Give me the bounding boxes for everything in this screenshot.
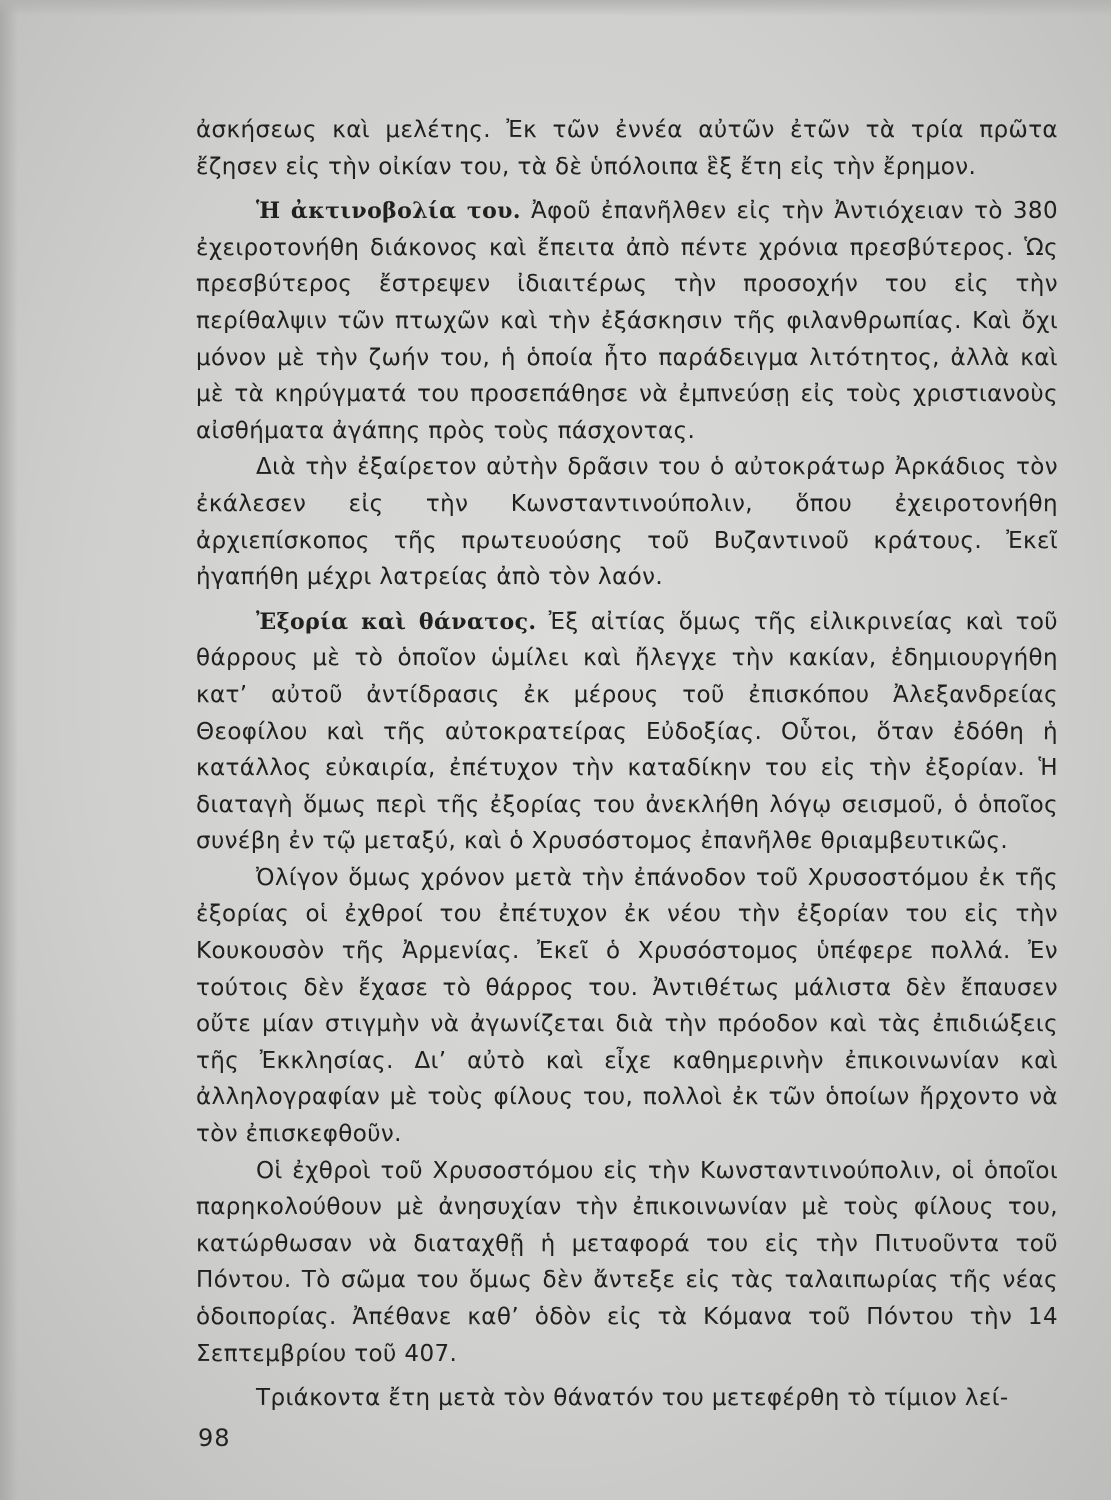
paragraph-text: Ὀλίγον ὅμως χρόνον μετὰ τὴν ἐπάνοδον τοῦ Χρυσοστόμου ἐκ τῆς ἐξορίας οἱ ἐχθροί του ἐπέτυχον ἐκ νέου τὴν ἐξορίαν του εἰς τὴν Κουκουσὸν τῆς Ἀρμενίας. Ἐκεῖ ὁ Χρυσόστομος ὑπέφερε πολλά. Ἐν τούτοις δὲν ἔχασε τὸ θάρρος του. Ἀντιθέτως μάλιστα δὲν ἔπαυσεν οὔτε μίαν στιγμὴν νὰ ἀγωνίζεται διὰ τὴν πρόοδον καὶ τὰς ἐπιδιώξεις τῆς Ἐκκλησίας. Δι’ αὐτὸ καὶ εἶχε καθημερινὴν ἐπικοινωνίαν καὶ ἀλληλογραφίαν μὲ τοὺς φίλους του, πολλοὶ ἐκ τῶν ὁποίων ἤρχοντο νὰ τὸν ἐπισκεφθοῦν. — [196, 864, 1058, 1148]
page-number: 98 — [198, 1424, 231, 1452]
paragraph-text: Ἀφοῦ ἐπανῆλθεν εἰς τὴν Ἀντιόχειαν τὸ 380 ἐχειροτονήθη διάκονος καὶ ἔπειτα ἀπὸ πέντε χρόνια πρεσβύτερος. Ὡς πρεσβύτερος ἔστρεψεν ἰδιαιτέρως τὴν προσοχήν του εἰς τὴν περίθαλψιν τῶν πτωχῶν καὶ τὴν ἐξάσκησιν τῆς φιλανθρωπίας. Καὶ ὄχι μόνον μὲ τὴν ζωήν του, ἡ ὁποία ἦτο παράδειγμα λιτότητος, ἀλλὰ καὶ μὲ τὰ κηρύγματά του προσεπάθησε νὰ ἐμπνεύσῃ εἰς τοὺς χριστιανοὺς αἰσθήματα ἀγάπης πρὸς τοὺς πάσχοντας. — [196, 198, 1058, 444]
paragraph-text: Ἐξ αἰτίας ὅμως τῆς εἰλικρινείας καὶ τοῦ θάρρους μὲ τὸ ὁποῖον ὡμίλει καὶ ἤλεγχε τὴν κακίαν, ἐδημιουργήθη κατ’ αὐτοῦ ἀντίδρασις ἐκ μέρους τοῦ ἐπισκόπου Ἀλεξανδρείας Θεοφίλου καὶ τῆς αὐτοκρατείρας Εὐδοξίας. Οὗτοι, ὅταν ἐδόθη ἡ κατάλλος εὐκαιρία, ἐπέτυχον τὴν καταδίκην του εἰς τὴν ἐξορίαν. Ἡ διαταγὴ ὅμως περὶ τῆς ἐξορίας του ἀνεκλήθη λόγῳ σεισμοῦ, ὁ ὁποῖος συνέβη ἐν τῷ μεταξύ, καὶ ὁ Χρυσόστομος ἐπανῆλθε θριαμβευτικῶς. — [196, 608, 1058, 855]
section-heading-radiance: Ἡ ἀκτινοβολία του. — [256, 198, 521, 225]
section-heading-exile: Ἐξορία καὶ θάνατος. — [256, 608, 537, 635]
paragraph-text: Τριάκοντα ἔτη μετὰ τὸν θάνατόν του μετεφέρθη τὸ τίμιον λεί- — [256, 1385, 1009, 1412]
body-text — [196, 112, 1058, 1417]
page-left-shadow — [0, 0, 18, 1500]
paragraph-exile — [196, 604, 1058, 860]
paragraph-6 — [196, 1153, 1058, 1373]
page-top-shadow — [0, 0, 1111, 16]
paragraph-3 — [196, 449, 1058, 595]
paragraph-7 — [196, 1380, 1058, 1417]
paragraph-text: Οἱ ἐχθροὶ τοῦ Χρυσοστόμου εἰς τὴν Κωνσταντινούπολιν, οἱ ὁποῖοι παρηκολούθουν μὲ ἀνησυχίαν τὴν ἐπικοινωνίαν μὲ τοὺς φίλους του, κατώρθωσαν νὰ διαταχθῇ ἡ μεταφορά του εἰς τὴν Πιτυοῦντα τοῦ Πόντου. Τὸ σῶμα του ὅμως δὲν ἄντεξε εἰς τὰς ταλαιπωρίας τῆς νέας ὁδοιπορίας. Ἀπέθανε καθ’ ὁδὸν εἰς τὰ Κόμανα τοῦ Πόντου τὴν 14 Σεπτεμβρίου τοῦ 407. — [196, 1157, 1058, 1367]
paragraph-1 — [196, 112, 1058, 185]
paragraph-5 — [196, 860, 1058, 1153]
paragraph-text: Διὰ τὴν ἐξαίρετον αὐτὴν δρᾶσιν του ὁ αὐτοκράτωρ Ἀρκάδιος τὸν ἐκάλεσεν εἰς τὴν Κωνσταντινούπολιν, ὅπου ἐχειροτονήθη ἀρχιεπίσκοπος τῆς πρωτευούσης τοῦ Βυζαντινοῦ κράτους. Ἐκεῖ ἠγαπήθη μέχρι λατρείας ἀπὸ τὸν λαόν. — [196, 454, 1058, 591]
paragraph-radiance — [196, 193, 1058, 449]
paragraph-text: ἀσκήσεως καὶ μελέτης. Ἐκ τῶν ἐννέα αὐτῶν ἐτῶν τὰ τρία πρῶτα ἔζησεν εἰς τὴν οἰκίαν του, τὰ δὲ ὑπόλοιπα ἓξ ἔτη εἰς τὴν ἔρημον. — [196, 117, 1058, 180]
